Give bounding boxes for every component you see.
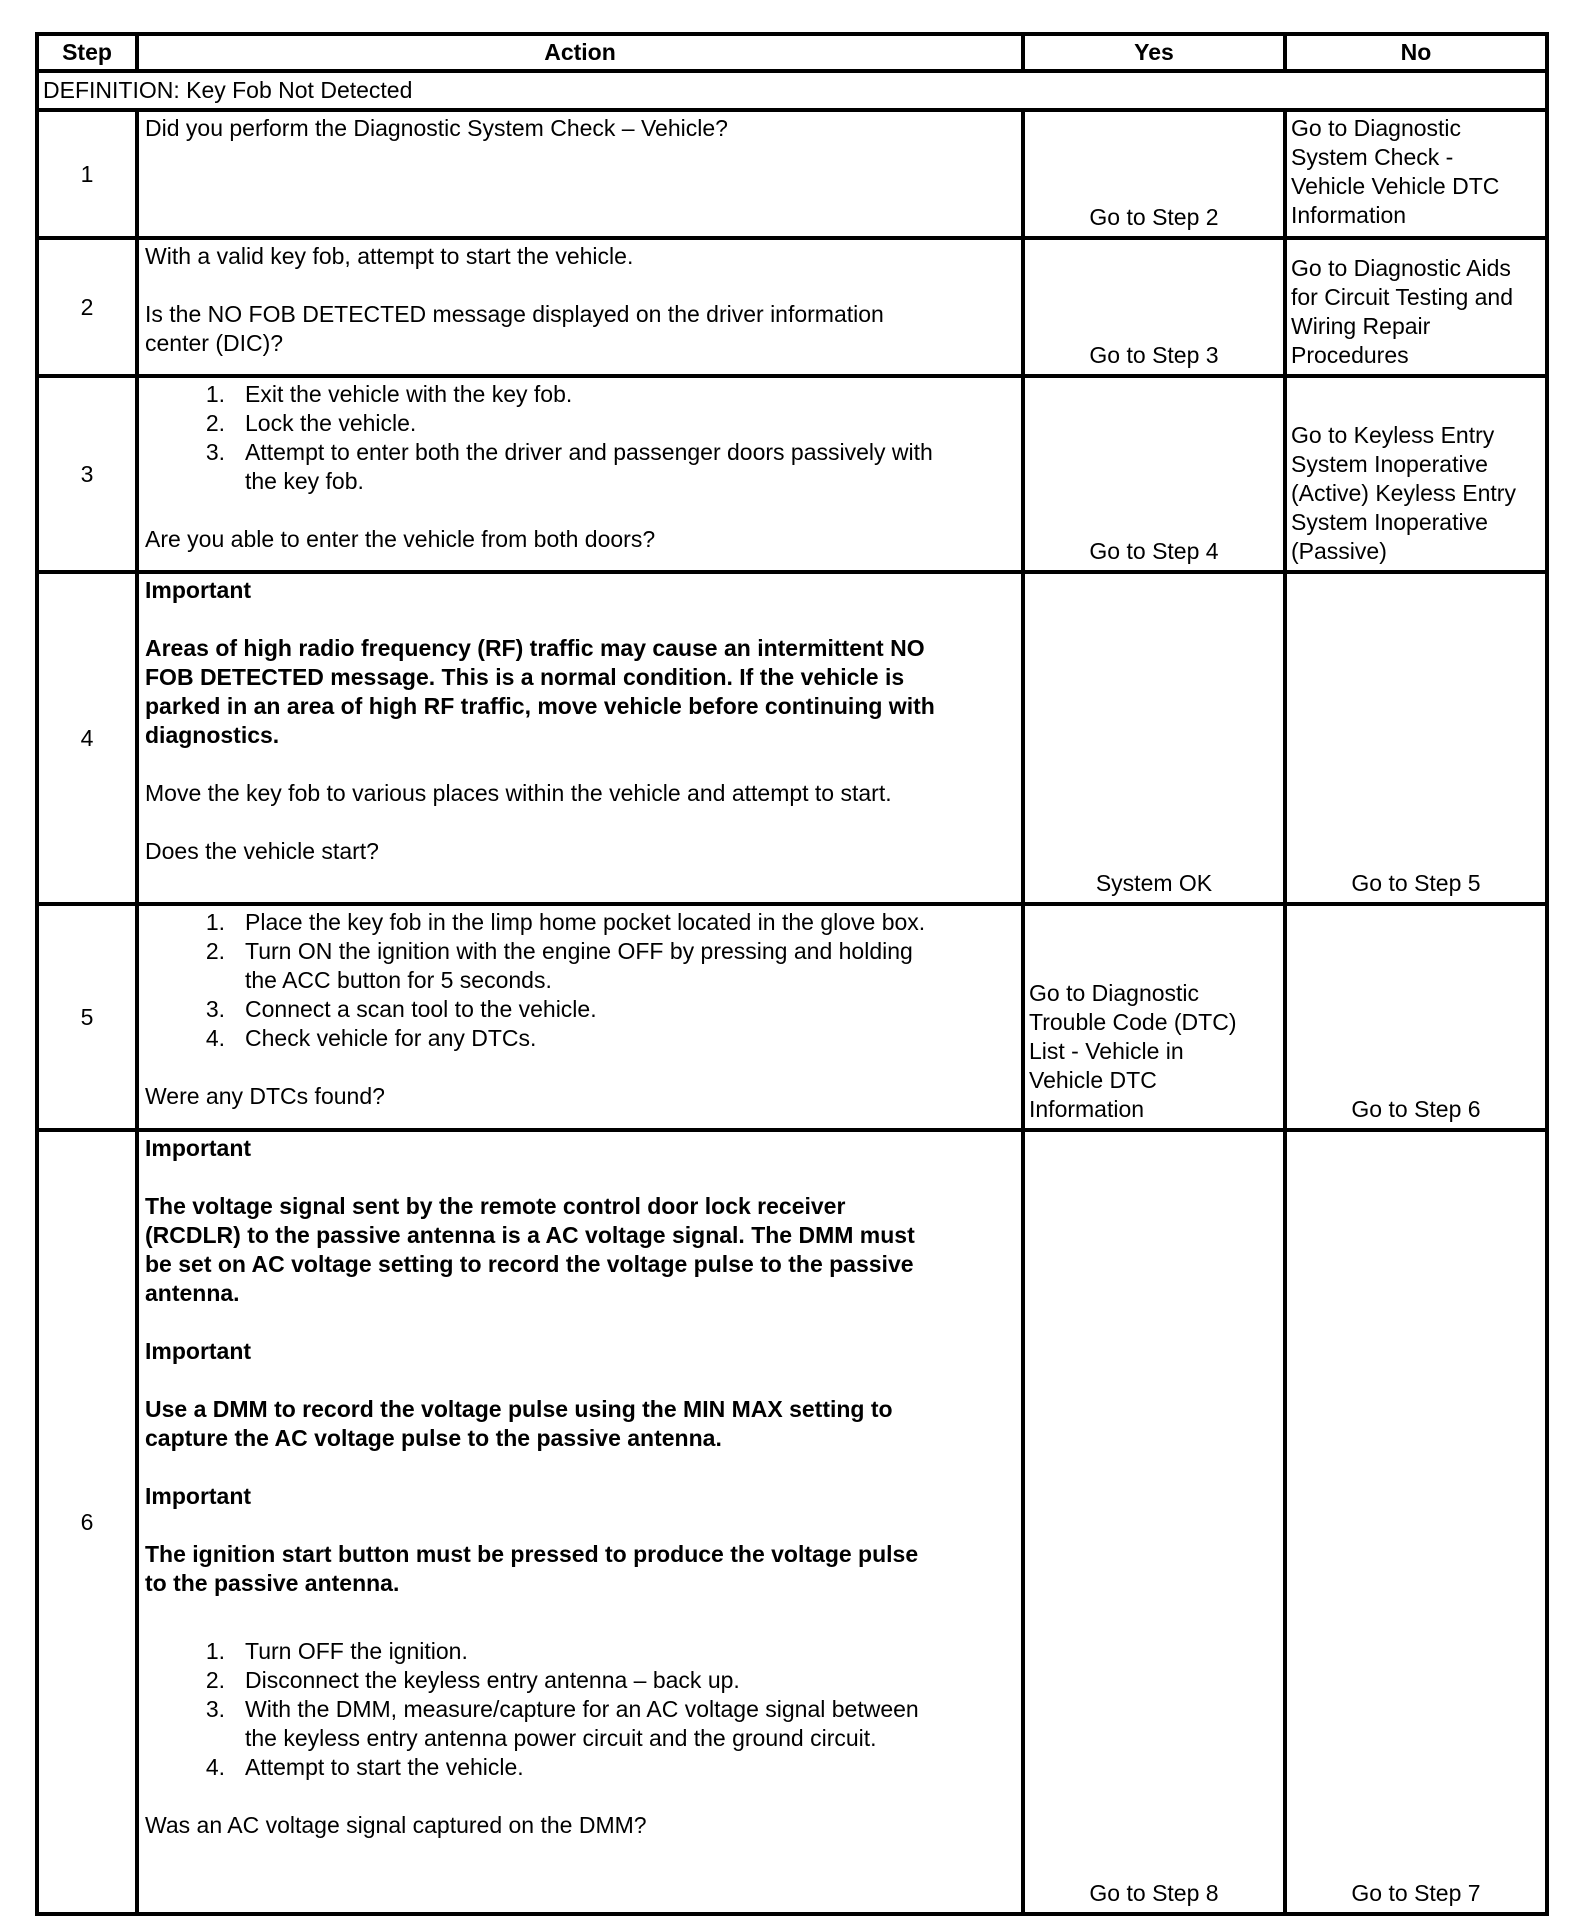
- important-text: antenna.: [145, 1280, 240, 1306]
- yes-line: List - Vehicle in: [1029, 1038, 1184, 1064]
- important-text: diagnostics.: [145, 722, 280, 748]
- list-text: the keyless entry antenna power circuit and the ground circuit.: [245, 1725, 877, 1751]
- action-intro: With a valid key fob, attempt to start the vehicle.: [145, 243, 634, 269]
- no-line: Procedures: [1291, 342, 1409, 368]
- definition-row: [37, 71, 1547, 110]
- no-line: Go to Diagnostic Aids: [1291, 255, 1511, 281]
- no-line: (Passive): [1291, 538, 1387, 564]
- no-cell: [1285, 904, 1547, 1130]
- important-text: to the passive antenna.: [145, 1570, 400, 1596]
- yes-line: Trouble Code (DTC): [1029, 1009, 1237, 1035]
- header-row: [37, 34, 1547, 71]
- list-number: 3.: [205, 439, 225, 465]
- yes-line: Vehicle DTC: [1029, 1067, 1157, 1093]
- header-no: No: [1285, 34, 1547, 71]
- no-line: System Inoperative: [1291, 451, 1488, 477]
- yes-cell: [1023, 1130, 1285, 1914]
- list-number: 1.: [205, 381, 225, 407]
- list-item: [195, 908, 1015, 937]
- no-line: for Circuit Testing and: [1291, 284, 1514, 310]
- list-number: 4.: [205, 1025, 225, 1051]
- list-number: 1.: [205, 909, 225, 935]
- action-question: Does the vehicle start?: [145, 838, 379, 864]
- yes-text: Go to Step 3: [1089, 342, 1219, 368]
- list-number: 4.: [205, 1754, 225, 1780]
- no-line: (Active) Keyless Entry: [1291, 480, 1516, 506]
- no-cell: [1285, 376, 1547, 572]
- step-number: 2: [37, 238, 137, 376]
- action-question-line: Is the NO FOB DETECTED message displayed on the driver information: [145, 301, 884, 327]
- procedure-list: [145, 1637, 1015, 1782]
- no-line: System Check -: [1291, 144, 1454, 170]
- action-question: Was an AC voltage signal captured on the DMM?: [145, 1812, 647, 1838]
- table-row: [37, 572, 1547, 904]
- important-label: Important: [145, 1135, 252, 1161]
- action-question-line: center (DIC)?: [145, 330, 284, 356]
- list-item: [195, 1637, 1015, 1666]
- step-number: 3: [37, 376, 137, 572]
- list-text: Connect a scan tool to the vehicle.: [245, 996, 597, 1022]
- definition-text: DEFINITION: Key Fob Not Detected: [37, 71, 1547, 110]
- important-label: Important: [145, 1338, 252, 1364]
- important-text: The ignition start button must be pressed to produce the voltage pulse: [145, 1541, 919, 1567]
- action-cell: [137, 238, 1023, 376]
- table-row: [37, 904, 1547, 1130]
- table-row: [37, 376, 1547, 572]
- step-number: 4: [37, 572, 137, 904]
- important-label: Important: [145, 1483, 252, 1509]
- list-text: the ACC button for 5 seconds.: [245, 967, 552, 993]
- list-text: Place the key fob in the limp home pocket located in the glove box.: [245, 909, 926, 935]
- no-cell: [1285, 110, 1547, 238]
- list-text: Exit the vehicle with the key fob.: [245, 381, 573, 407]
- list-text: Check vehicle for any DTCs.: [245, 1025, 537, 1051]
- yes-line: Go to Diagnostic: [1029, 980, 1200, 1006]
- list-number: 3.: [205, 996, 225, 1022]
- action-question: Were any DTCs found?: [145, 1083, 385, 1109]
- no-line: Information: [1291, 202, 1407, 228]
- list-text: Attempt to enter both the driver and passenger doors passively with: [245, 439, 933, 465]
- procedure-list: [145, 380, 1015, 496]
- yes-line: Information: [1029, 1096, 1145, 1122]
- important-text: parked in an area of high RF traffic, move vehicle before continuing with: [145, 693, 935, 719]
- no-line: Go to Diagnostic: [1291, 115, 1462, 141]
- action-cell: [137, 110, 1023, 238]
- yes-text: Go to Step 2: [1089, 204, 1219, 230]
- action-instruction: Move the key fob to various places within the vehicle and attempt to start.: [145, 780, 892, 806]
- list-number: 1.: [205, 1638, 225, 1664]
- no-line: Go to Keyless Entry: [1291, 422, 1495, 448]
- no-line: Wiring Repair: [1291, 313, 1431, 339]
- list-item: [195, 409, 1015, 438]
- list-text: the key fob.: [245, 468, 364, 494]
- action-cell: [137, 1130, 1023, 1914]
- no-line: Vehicle Vehicle DTC: [1291, 173, 1500, 199]
- list-text: Attempt to start the vehicle.: [245, 1754, 524, 1780]
- no-cell: [1285, 238, 1547, 376]
- important-text: be set on AC voltage setting to record the voltage pulse to the passive: [145, 1251, 914, 1277]
- important-text: Use a DMM to record the voltage pulse using the MIN MAX setting to: [145, 1396, 893, 1422]
- list-item: [195, 937, 1015, 995]
- list-item: [195, 995, 1015, 1024]
- table-row: [37, 110, 1547, 238]
- yes-cell: [1023, 904, 1285, 1130]
- list-text: Turn ON the ignition with the engine OFF by pressing and holding: [245, 938, 913, 964]
- list-number: 3.: [205, 1696, 225, 1722]
- action-cell: [137, 376, 1023, 572]
- action-question: Are you able to enter the vehicle from both doors?: [145, 526, 656, 552]
- list-item: [195, 1753, 1015, 1782]
- header-action: Action: [137, 34, 1023, 71]
- procedure-list: [145, 908, 1015, 1053]
- list-number: 2.: [205, 1667, 225, 1693]
- list-item: [195, 438, 1015, 496]
- no-cell: [1285, 572, 1547, 904]
- action-cell: [137, 572, 1023, 904]
- yes-cell: [1023, 376, 1285, 572]
- action-cell: [137, 904, 1023, 1130]
- yes-cell: [1023, 572, 1285, 904]
- yes-text: System OK: [1095, 870, 1213, 896]
- table-row: [37, 1130, 1547, 1914]
- list-item: [195, 1666, 1015, 1695]
- no-cell: [1285, 1130, 1547, 1914]
- important-text: The voltage signal sent by the remote control door lock receiver: [145, 1193, 846, 1219]
- list-item: [195, 380, 1015, 409]
- important-label: Important: [145, 577, 252, 603]
- no-text: Go to Step 5: [1351, 870, 1481, 896]
- no-text: Go to Step 6: [1351, 1096, 1481, 1122]
- list-number: 2.: [205, 410, 225, 436]
- important-text: Areas of high radio frequency (RF) traffic may cause an intermittent NO: [145, 635, 925, 661]
- header-yes: Yes: [1023, 34, 1285, 71]
- yes-cell: [1023, 110, 1285, 238]
- list-item: [195, 1024, 1015, 1053]
- list-number: 2.: [205, 938, 225, 964]
- yes-text: Go to Step 4: [1089, 538, 1219, 564]
- table-row: [37, 238, 1547, 376]
- no-text: Go to Step 7: [1351, 1880, 1481, 1906]
- step-number: 1: [37, 110, 137, 238]
- important-text: capture the AC voltage pulse to the passive antenna.: [145, 1425, 722, 1451]
- header-step: Step: [37, 34, 137, 71]
- list-item: [195, 1695, 1015, 1753]
- action-question: Did you perform the Diagnostic System Check – Vehicle?: [145, 115, 728, 141]
- step-number: 5: [37, 904, 137, 1130]
- diagnostic-table: [35, 32, 1549, 1916]
- no-line: System Inoperative: [1291, 509, 1488, 535]
- yes-cell: [1023, 238, 1285, 376]
- list-text: Turn OFF the ignition.: [245, 1638, 468, 1664]
- list-text: Lock the vehicle.: [245, 410, 417, 436]
- list-text: With the DMM, measure/capture for an AC voltage signal between: [245, 1696, 919, 1722]
- yes-text: Go to Step 8: [1089, 1880, 1219, 1906]
- list-text: Disconnect the keyless entry antenna – back up.: [245, 1667, 740, 1693]
- step-number: 6: [37, 1130, 137, 1914]
- important-text: FOB DETECTED message. This is a normal condition. If the vehicle is: [145, 664, 905, 690]
- important-text: (RCDLR) to the passive antenna is a AC voltage signal. The DMM must: [145, 1222, 915, 1248]
